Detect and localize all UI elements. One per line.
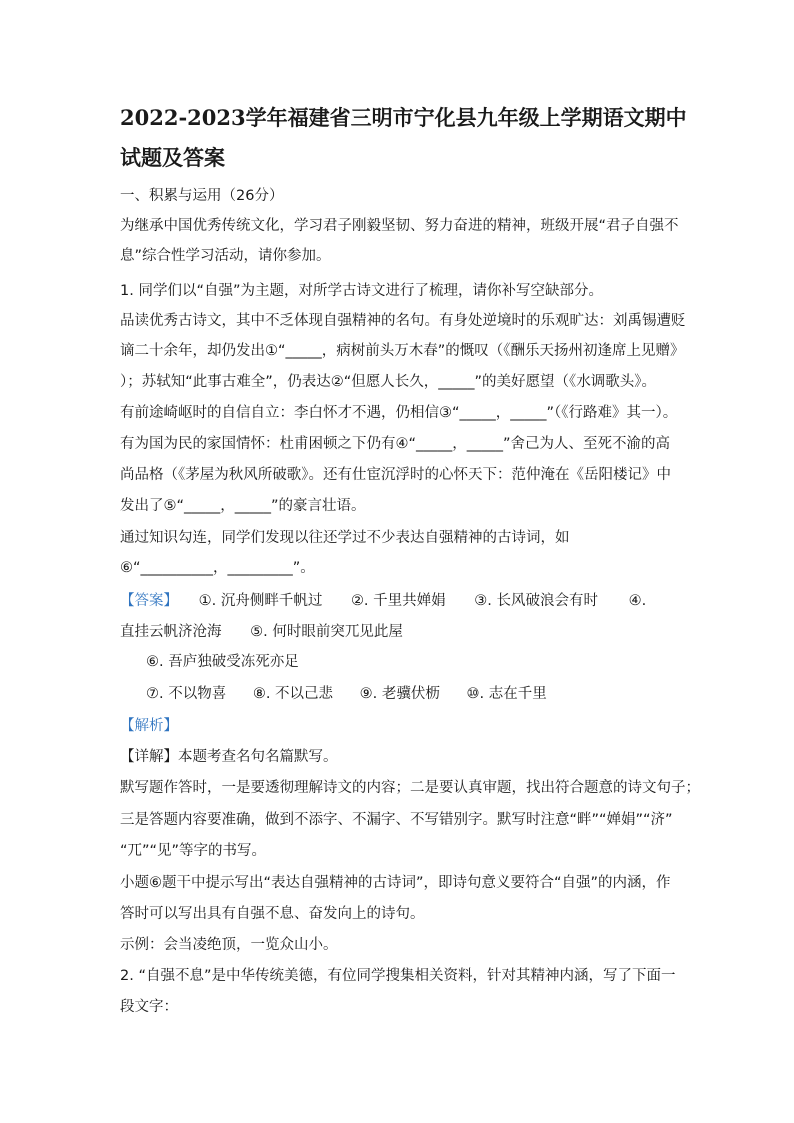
answer-item: ⑤. 何时眼前突兀见此屋 <box>250 624 403 640</box>
answer-item: ⑩. 志在千里 <box>466 686 547 702</box>
analysis-line: “兀”“见”等字的书写。 <box>120 843 267 859</box>
question-1-line: 1. 同学们以“自强”为主题，对所学古诗文进行了梳理，请你补写空缺部分。 <box>120 283 603 299</box>
answer-row <box>146 684 706 704</box>
answer-row <box>146 652 706 672</box>
answer-item: ②. 千里共婵娟 <box>350 593 446 609</box>
question-1-line: ⑥“__________，_________”。 <box>120 560 315 576</box>
analysis-label: 【解析】 <box>120 718 178 734</box>
answer-label: 【答案】 <box>120 593 178 609</box>
analysis-line: 默写题作答时，一是要透彻理解诗文的内容；二是要认真审题，找出符合题意的诗文句子； <box>120 780 700 796</box>
question-1-line: 发出了⑤“_____，_____”的豪言壮语。 <box>120 498 366 514</box>
intro-line: 息”综合性学习活动，请你参加。 <box>120 248 331 264</box>
section-heading: 一、积累与运用（26分） <box>120 188 284 204</box>
answer-item: ⑦. 不以物喜 <box>146 686 227 702</box>
question-1-line: 有前途崎岖时的自信自立：李白怀才不遇，仍相信③“_____，_____”（《行路难》其一）。 <box>120 405 678 421</box>
answer-row <box>120 622 680 642</box>
answer-item: ③. 长风破浪会有时 <box>474 593 598 609</box>
question-1-line: 通过知识勾连，同学们发现以往还学过不少表达自强精神的古诗词，如 <box>120 530 570 546</box>
answer-item: ⑨. 老骥伏枥 <box>359 686 440 702</box>
intro-line: 为继承中国优秀传统文化，学习君子刚毅坚韧、努力奋进的精神，班级开展“君子自强不 <box>120 218 679 234</box>
answer-item: ④. <box>628 593 647 609</box>
page-title-line-1: 2022-2023学年福建省三明市宁化县九年级上学期语文期中 <box>120 105 687 130</box>
answer-item: ⑧. 不以己悲 <box>252 686 334 702</box>
question-1-line: 尚品格（《茅屋为秋风所破歌》。还有仕宦沉浮时的心怀天下：范仲淹在《岳阳楼记》中 <box>120 467 671 483</box>
question-1-line: 有为国为民的家国情怀：杜甫困顿之下仍有④“_____，_____”舍己为人、至死不渝的高 <box>120 436 671 452</box>
question-1-line: 谪二十余年，却仍发出①“_____，病树前头万木春”的慨叹（《酬乐天扬州初逢席上见赠》 <box>120 343 685 359</box>
question-1-line: ）；苏轼知“此事古难全”，仍表达②“但愿人长久，_____”的美好愿望（《水调歌头》。 <box>120 374 657 390</box>
analysis-line: 答时可以写出具有自强不息、奋发向上的诗句。 <box>120 906 425 922</box>
question-1-line: 品读优秀古诗文，其中不乏体现自强精神的名句。有身处逆境时的乐观旷达：刘禹锡遭贬 <box>120 313 686 329</box>
analysis-line: 示例：会当凌绝顶，一览众山小。 <box>120 937 338 953</box>
analysis-line: 小题⑥题干中提示写出“表达自强精神的古诗词”，即诗句意义要符合“自强”的内涵，作 <box>120 875 671 891</box>
answer-item: ①. 沉舟侧畔千帆过 <box>198 593 323 609</box>
question-2-line: 2. “自强不息”是中华传统美德，有位同学搜集相关资料，针对其精神内涵，写了下面一 <box>120 968 676 984</box>
page-title-line-2: 试题及答案 <box>120 145 225 170</box>
answer-item: 直挂云帆济沧海 <box>120 624 222 640</box>
answer-row <box>120 591 680 611</box>
answer-item: ⑥. 吾庐独破受冻死亦足 <box>146 654 299 670</box>
analysis-line: 三是答题内容要准确，做到不添字、不漏字、不写错别字。默写时注意“畔”“婵娟”“济” <box>120 812 673 828</box>
question-2-line: 段文字： <box>120 999 178 1015</box>
analysis-line: 【详解】本题考查名句名篇默写。 <box>120 749 338 765</box>
